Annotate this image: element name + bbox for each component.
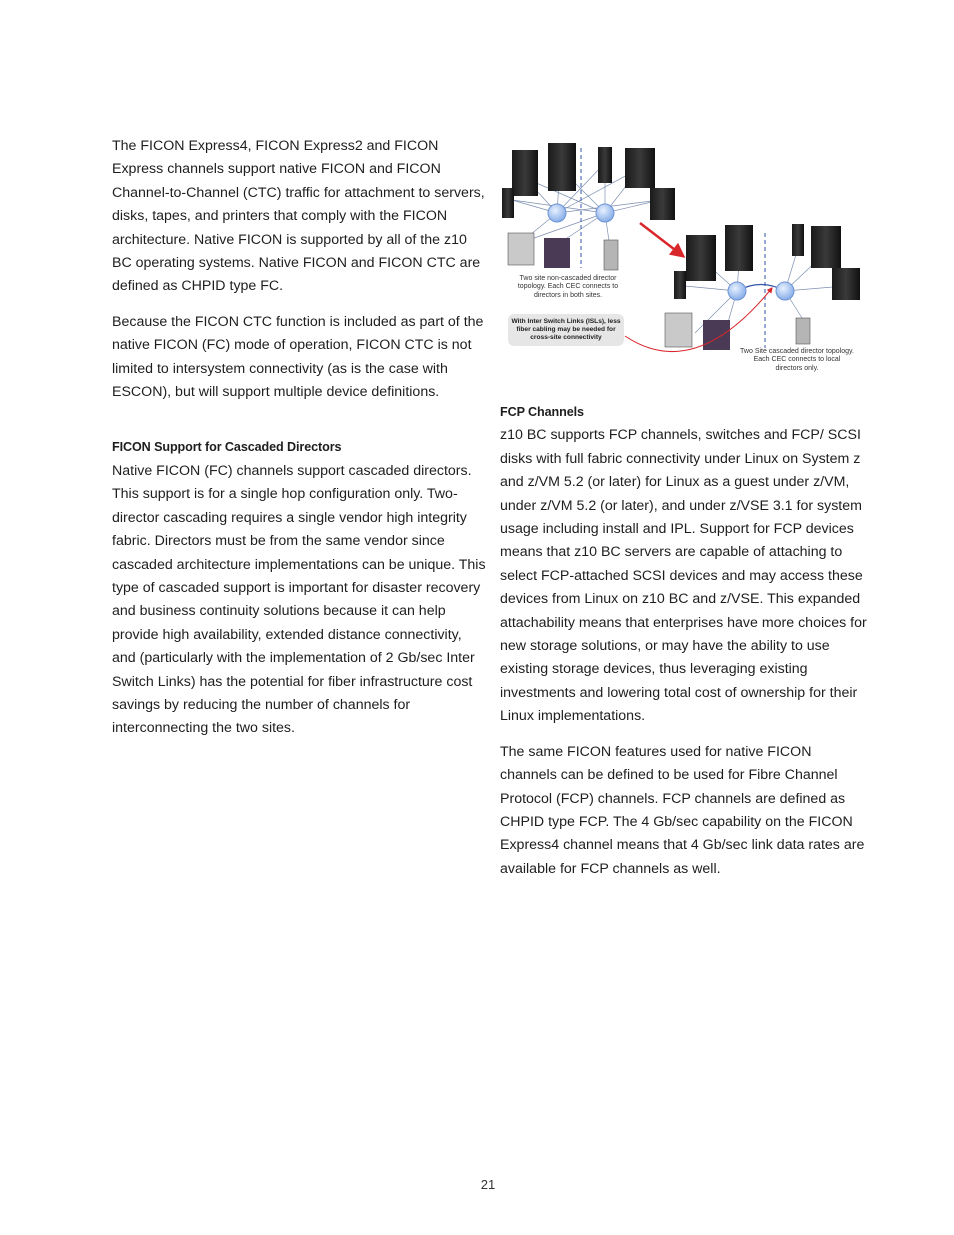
director-icon — [728, 282, 746, 300]
server-icon — [625, 148, 655, 188]
server-icon — [674, 271, 686, 299]
ficon-topology-diagram — [500, 138, 870, 378]
cascaded-directors-paragraph: Native FICON (FC) channels support cascaded directors. This support is for a single hop configuration only. Two-director cascading requires a single vendor high integrity fabric. Directors must be from the same vendor since cascaded architecture implementations can be unique. This type of cascaded support is important for disaster recovery and business continuity solutions because it can help provide high availability, extended distance connectivity, and (particularly with the implementation of 2 Gb/sec Inter Switch Links) has the potential for fiber infrastructure cost savings by reducing the number of channels for interconnecting the two sites. — [112, 462, 486, 737]
server-icon — [792, 224, 804, 256]
left-column — [112, 135, 486, 753]
server-icon — [502, 188, 514, 218]
server-icon — [598, 147, 612, 183]
cascaded-directors-heading: FICON Support for Cascaded Directors — [112, 440, 342, 455]
server-icon — [725, 225, 753, 271]
isl-callout: With Inter Switch Links (ISLs), less fiber cabling may be needed for cross-site connectivity — [508, 314, 624, 346]
director-icon — [548, 204, 566, 222]
fcp-support-paragraph: z10 BC supports FCP channels, switches and FCP/ SCSI disks with full fabric connectivity under Linux on System z and z/VM 5.2 (or later) for Linux as a guest under z/VM, under z/VM 5.2 (or later), and under z/VSE 3.1 for system usage including install and IPL. Support for FCP devices means that z10 BC servers are capable of attaching to select FCP-attached SCSI devices and may access these devices from Linux on z10 BC and z/VSE. This expanded attachability means that enterprises have more choices for new storage solutions, or may have the ability to use existing storage devices, thus leveraging existing investments and lowering total cost of ownership for their Linux implementations. — [500, 427, 867, 725]
isl-callout-arrow — [625, 288, 772, 352]
server-icon — [548, 143, 576, 191]
tape-library-icon — [508, 233, 534, 265]
right-topology-caption: Two Site cascaded director topology. Each CEC connects to local directors only. — [740, 348, 854, 372]
printer-icon — [796, 318, 810, 344]
fcp-features-paragraph: The same FICON features used for native FICON channels can be defined to be used for Fibre Channel Protocol (FCP) channels. FCP channels are defined as CHPID type FCP. The 4 Gb/sec capability on the FICON Express4 channel means that 4 Gb/sec link data rates are available for FCP channels as well. — [500, 743, 865, 877]
server-icon — [650, 188, 675, 220]
director-icon — [596, 204, 614, 222]
storage-icon — [544, 238, 570, 268]
intro-paragraph: The FICON Express4, FICON Express2 and FICON Express channels support native FICON and FICON Channel-to-Channel (CTC) traffic for attachment to servers, disks, tapes, and printers that comply with the FICON architecture. Native FICON is supported by all of the z10 BC operating systems. Native FICON and FICON CTC are defined as CHPID type FC. — [112, 138, 485, 295]
server-icon — [811, 226, 841, 268]
storage-icon — [703, 320, 730, 350]
page-number: 21 — [480, 1177, 496, 1192]
printer-icon — [604, 240, 618, 270]
server-icon — [512, 150, 538, 196]
tape-library-icon — [665, 313, 692, 347]
server-icon — [832, 268, 860, 300]
left-topology-caption: Two site non-cascaded director topology. Each CEC connects to directors in both sites. — [517, 275, 619, 299]
director-icon — [776, 282, 794, 300]
ctc-paragraph: Because the FICON CTC function is included as part of the native FICON (FC) mode of operation, FICON CTC is not limited to intersystem connectivity (as is the case with ESCON), but will support multiple device definitions. — [112, 313, 484, 401]
transition-arrow — [640, 223, 683, 256]
server-icon — [686, 235, 716, 281]
right-column — [500, 401, 868, 893]
fcp-channels-heading: FCP Channels — [500, 405, 584, 419]
